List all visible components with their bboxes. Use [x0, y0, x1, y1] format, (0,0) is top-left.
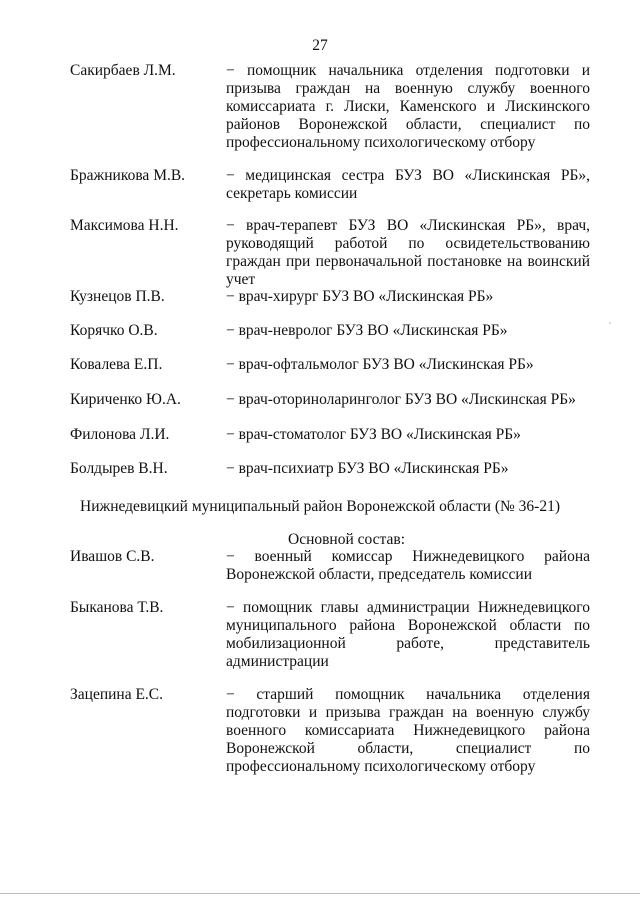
district-section-title: Нижнедевицкий муниципальный район Воронежской области (№ 36-21): [80, 498, 560, 515]
member-name: Кузнецов П.В.: [70, 288, 165, 305]
member-name: Кириченко Ю.А.: [70, 391, 181, 408]
member-role: − медицинская сестра БУЗ ВО «Лискинская РБ», секретарь комиссии: [226, 167, 590, 202]
member-role: − врач-невролог БУЗ ВО «Лискинская РБ»: [226, 322, 508, 339]
member-name: Ивашов С.В.: [70, 548, 155, 565]
page-number: 27: [312, 37, 328, 54]
member-role: − врач-хирург БУЗ ВО «Лискинская РБ»: [226, 288, 494, 305]
member-name: Бражникова М.В.: [70, 167, 186, 184]
member-name: Ковалева Е.П.: [70, 356, 163, 373]
member-role: − помощник начальника отделения подготовки и призыва граждан на военную службу военного комиссариата г. Лиски, Каменского и Лискинского районов Воронежской области, специалист по профессиональному психологическому отбору: [226, 62, 590, 151]
member-role: − старший помощник начальника отделения подготовки и призыва граждан на военную службу военного комиссариата Нижнедевицкого района Воронежской области, специалист по профессиональному психологическому отбору: [226, 686, 590, 775]
member-name: Болдырев В.Н.: [70, 460, 168, 477]
member-role: − врач-оториноларинголог БУЗ ВО «Лискинская РБ»: [226, 391, 576, 408]
member-name: Зацепина Е.С.: [70, 686, 164, 703]
member-name: Максимова Н.Н.: [70, 217, 179, 234]
scan-speck: [609, 322, 611, 324]
member-name: Корячко О.В.: [70, 322, 158, 339]
member-name: Быканова Т.В.: [70, 599, 164, 616]
member-role: − врач-стоматолог БУЗ ВО «Лискинская РБ»: [226, 426, 521, 443]
page-bottom-rule: [0, 893, 640, 894]
member-role: − врач-офтальмолог БУЗ ВО «Лискинская РБ»: [226, 356, 534, 373]
main-composition-heading: Основной состав:: [288, 531, 406, 548]
member-role: − врач-терапевт БУЗ ВО «Лискинская РБ», врач, руководящий работой по освидетельствованию граждан при первоначальной постановке на воинский учет: [226, 217, 590, 288]
member-name: Сакирбаев Л.М.: [70, 62, 176, 79]
member-name: Филонова Л.И.: [70, 426, 170, 443]
member-role: − военный комиссар Нижнедевицкого района Воронежской области, председатель комиссии: [226, 548, 590, 583]
member-role: − врач-психиатр БУЗ ВО «Лискинская РБ»: [226, 460, 509, 477]
member-role: − помощник главы администрации Нижнедевицкого муниципального района Воронежской области по мобилизационной работе, представитель администрации: [226, 599, 590, 670]
